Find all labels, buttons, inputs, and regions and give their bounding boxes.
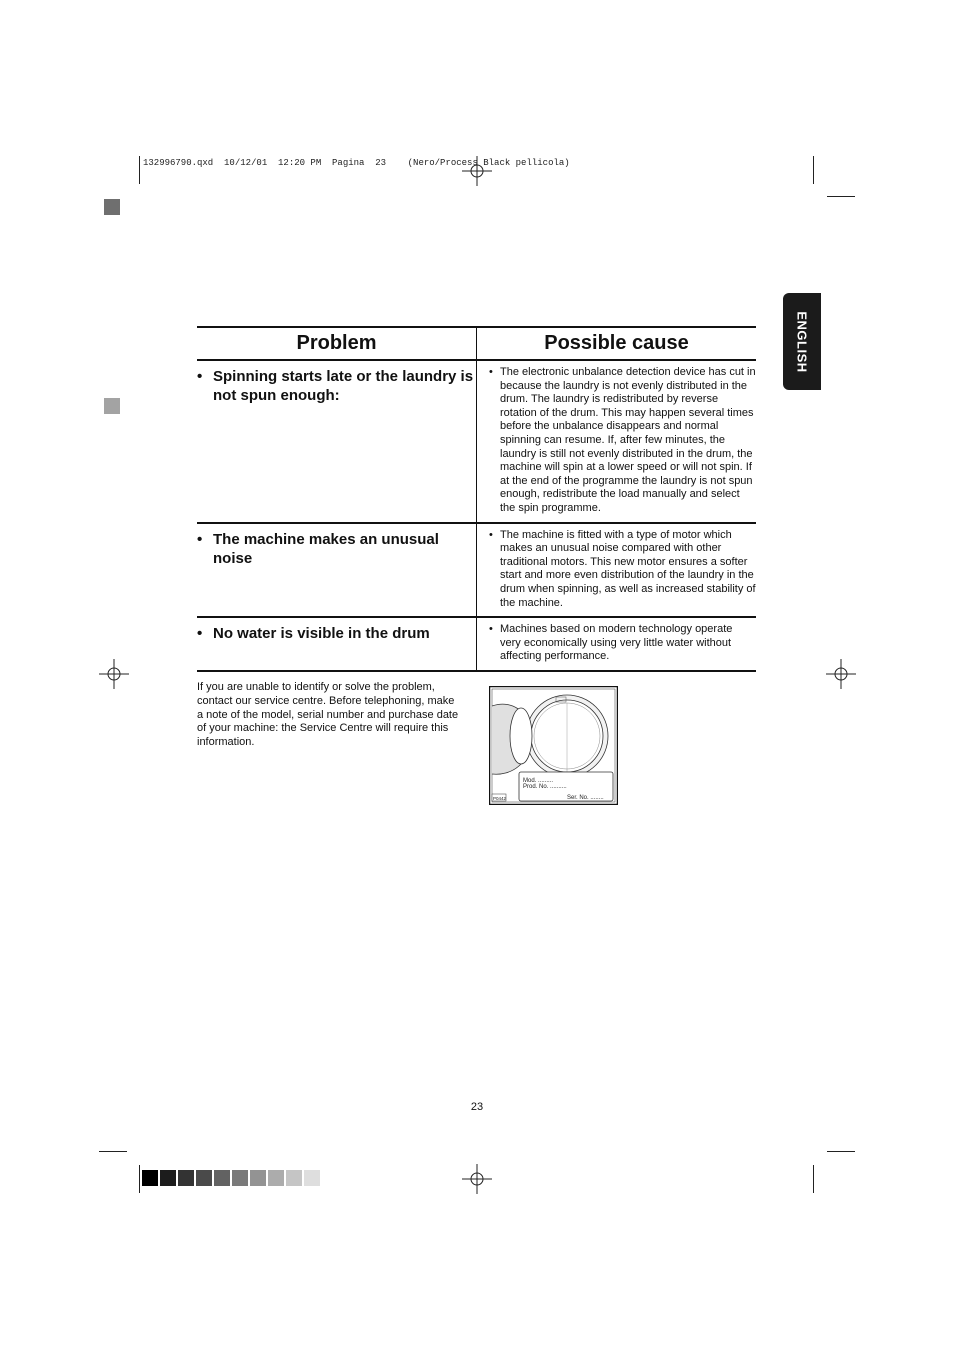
- file-slug: 132996790.qxd 10/12/01 12:20 PM Pagina 23 (Nero/Process Black pellicola): [143, 158, 570, 168]
- table-header-row: [197, 327, 756, 360]
- problem-cell: [197, 617, 477, 671]
- cause-cell: [477, 360, 757, 523]
- bullet: •: [197, 530, 203, 548]
- header-problem: Problem: [197, 327, 477, 360]
- troubleshooting-table: [197, 326, 756, 672]
- cause-cell: [477, 523, 757, 618]
- service-note: If you are unable to identify or solve the problem, contact our service centre. Before telephoning, make a note of the model, serial number and purchase date of your machine: the Service Centre will require this information.: [197, 681, 459, 749]
- crop-mark: [99, 1151, 127, 1152]
- bullet: •: [489, 623, 493, 636]
- cause-text: Machines based on modern technology operate very economically using very little water without affecting performance.: [500, 623, 733, 663]
- crop-mark: [827, 196, 855, 197]
- crop-mark: [813, 1165, 814, 1193]
- color-patch: [104, 199, 120, 215]
- table-row: [197, 617, 756, 671]
- grayscale-swatch: [178, 1170, 194, 1186]
- cause-cell: [477, 617, 757, 671]
- grayscale-swatch: [250, 1170, 266, 1186]
- table-row: [197, 360, 756, 523]
- grayscale-swatch: [268, 1170, 284, 1186]
- grayscale-swatch: [196, 1170, 212, 1186]
- registration-mark-icon: [462, 1164, 492, 1194]
- crop-mark: [139, 156, 140, 184]
- bullet: •: [489, 366, 493, 378]
- grayscale-swatch: [160, 1170, 176, 1186]
- grayscale-swatch: [214, 1170, 230, 1186]
- registration-mark-icon: [99, 659, 129, 689]
- table-row: [197, 523, 756, 618]
- grayscale-swatch: [286, 1170, 302, 1186]
- problem-text: Spinning starts late or the laundry is not spun enough:: [213, 368, 474, 404]
- cause-text: The electronic unbalance detection device has cut in because the laundry is not evenly distributed in the drum. The laundry is redistributed by reverse rotation of the drum. This may happen several times before the unbalance disappears and normal spinning can resume. If, after few minutes, the laundry is still not evenly distributed in the drum, the machine will spin at a lower speed or will not spin. If at the end of the programme the laundry is not spun enough, redistribute the load manually and select the spin programme.: [500, 366, 756, 514]
- grayscale-swatch: [142, 1170, 158, 1186]
- problem-cell: [197, 523, 477, 618]
- header-possible-cause: Possible cause: [477, 327, 757, 360]
- plate-product-number: Prod. No. ..........: [523, 784, 567, 790]
- problem-text: The machine makes an unusual noise: [213, 530, 439, 567]
- rating-plate-illustration: [489, 686, 618, 805]
- registration-mark-icon: [462, 156, 492, 186]
- plate-serial-number: Ser. No. ........: [567, 795, 604, 801]
- page-number: 23: [470, 1101, 484, 1113]
- bullet: •: [489, 528, 493, 541]
- language-tab: [783, 293, 821, 390]
- crop-mark: [139, 1165, 140, 1193]
- language-label: ENGLISH: [794, 310, 810, 373]
- crop-mark: [827, 1151, 855, 1152]
- plate-code: P0442: [493, 796, 507, 801]
- problem-text: No water is visible in the drum: [213, 625, 430, 643]
- color-patch: [104, 398, 120, 414]
- cause-text: The machine is fitted with a type of motor which makes an unusual noise compared with other traditional motors. This new motor ensures a softer start and more even distribution of the laundry in the drum when spinning, as well as increased stability of the machine.: [500, 528, 756, 609]
- crop-mark: [813, 156, 814, 184]
- grayscale-swatch: [304, 1170, 320, 1186]
- bullet: •: [197, 625, 203, 643]
- registration-mark-icon: [826, 659, 856, 689]
- grayscale-swatch: [232, 1170, 248, 1186]
- bullet: •: [197, 368, 203, 385]
- plate-model: Mod. .........: [523, 778, 554, 784]
- problem-cell: [197, 360, 477, 523]
